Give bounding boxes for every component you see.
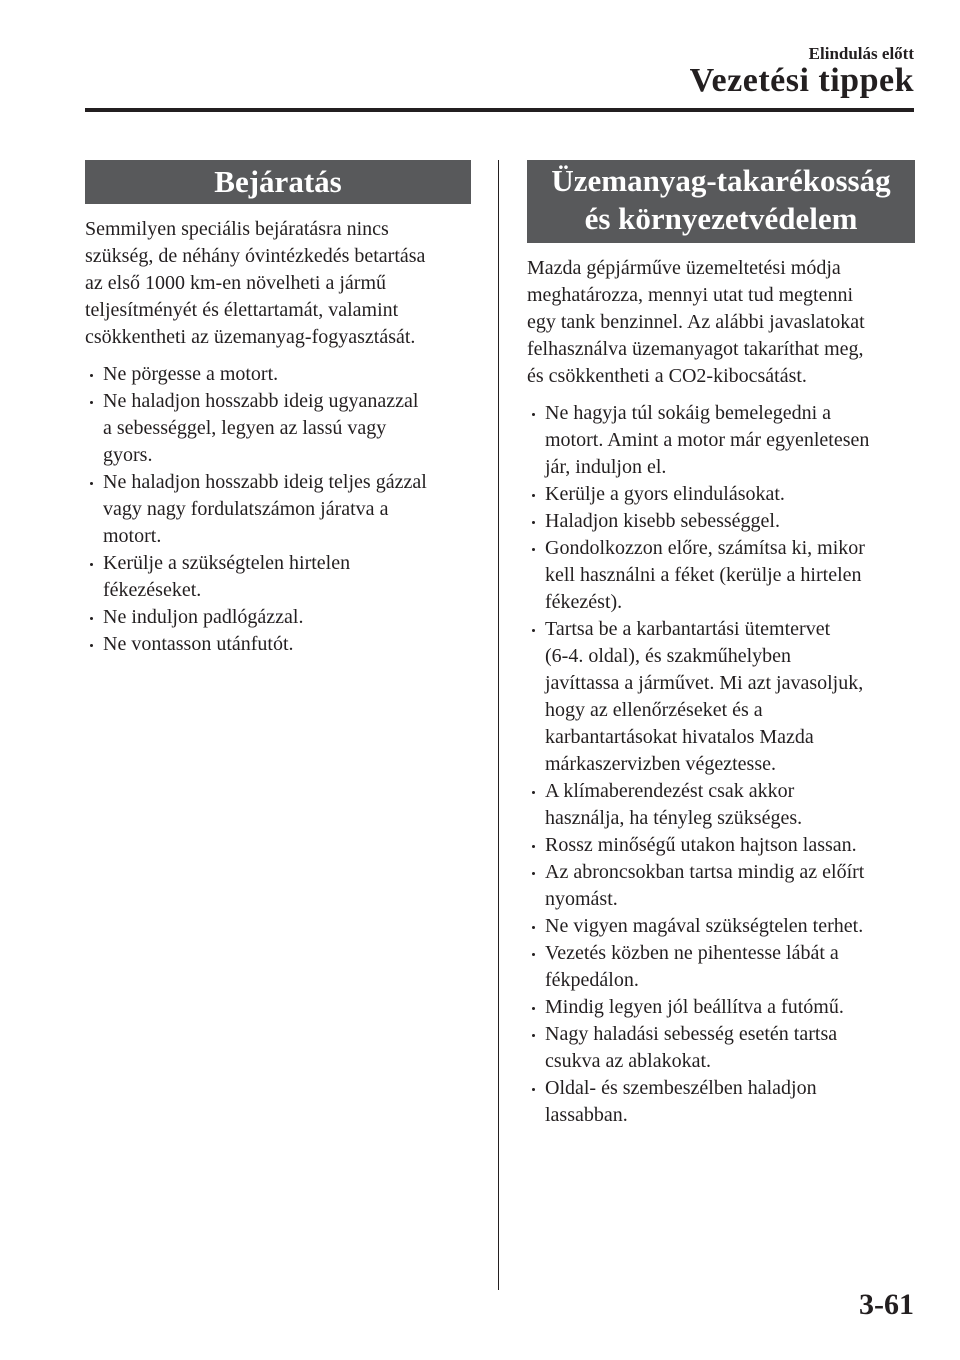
list-item-text: Ne pörgesse a motort. bbox=[103, 363, 279, 385]
list-item-text: Gondolkozzon előre, számítsa ki, mikor kell használni a féket (kerülje a hirtelen fékezést). bbox=[545, 537, 865, 613]
bullet-icon bbox=[532, 872, 535, 875]
fuel-economy-list bbox=[527, 400, 915, 1129]
bullet-icon bbox=[532, 494, 535, 497]
bullet-icon bbox=[532, 629, 535, 632]
list-item bbox=[85, 388, 471, 469]
list-item-text: Az abroncsokban tartsa mindig az előírt nyomást. bbox=[545, 861, 865, 910]
list-item bbox=[85, 469, 471, 550]
breakin-intro: Semmilyen speciális bejáratásra nincs szükség, de néhány óvintézkedés betartása az első 1000 km-en növelheti a jármű teljesítményét és élettartamát, valamint csökkentheti az üzemanyag-fogyasztását. bbox=[85, 218, 426, 348]
list-item-text: Ne induljon padlógázzal. bbox=[103, 606, 304, 628]
bullet-icon bbox=[90, 401, 93, 404]
bullet-icon bbox=[532, 1007, 535, 1010]
breakin-heading: Bejáratás bbox=[85, 160, 471, 204]
list-item-text: Tartsa be a karbantartási ütemtervet (6-4. oldal), és szakműhelyben javíttassa a járművet. Mi azt javasoljuk, hogy az ellenőrzéseket és a karbantartásokat hivatalos Mazda márkaszervizben végeztesse. bbox=[545, 618, 864, 775]
list-item-text: Haladjon kisebb sebességgel. bbox=[545, 510, 780, 532]
bullet-icon bbox=[532, 521, 535, 524]
list-item bbox=[527, 913, 915, 940]
list-item-text: Ne vontasson utánfutót. bbox=[103, 633, 294, 655]
list-item bbox=[527, 859, 915, 913]
bullet-icon bbox=[532, 845, 535, 848]
bullet-icon bbox=[532, 791, 535, 794]
list-item-text: Mindig legyen jól beállítva a futómű. bbox=[545, 996, 844, 1018]
list-item bbox=[85, 631, 471, 658]
list-item bbox=[527, 508, 915, 535]
list-item-text: A klímaberendezést csak akkor használja, ha tényleg szükséges. bbox=[545, 780, 803, 829]
list-item bbox=[527, 1075, 915, 1129]
list-item bbox=[527, 940, 915, 994]
list-item-text: Ne vigyen magával szükségtelen terhet. bbox=[545, 915, 864, 937]
right-column bbox=[527, 160, 915, 1129]
breakin-list bbox=[85, 361, 471, 658]
list-item-text: Ne haladjon hosszabb ideig teljes gázzal vagy nagy fordulatszámon járatva a motort. bbox=[103, 471, 427, 547]
list-item bbox=[527, 778, 915, 832]
column-divider bbox=[498, 160, 499, 1290]
bullet-icon bbox=[90, 482, 93, 485]
list-item bbox=[527, 400, 915, 481]
list-item bbox=[85, 604, 471, 631]
list-item-text: Oldal- és szembeszélben haladjon lassabban. bbox=[545, 1077, 817, 1126]
list-item-text: Ne haladjon hosszabb ideig ugyanazzal a sebességgel, legyen az lassú vagy gyors. bbox=[103, 390, 419, 466]
list-item-text: Ne hagyja túl sokáig bemelegedni a motort. Amint a motor már egyenletesen jár, induljon el. bbox=[545, 402, 870, 478]
section-label: Elindulás előtt bbox=[808, 44, 914, 63]
bullet-icon bbox=[90, 563, 93, 566]
left-column bbox=[85, 160, 471, 658]
bullet-icon bbox=[532, 1088, 535, 1091]
page-number: 3-61 bbox=[859, 1288, 914, 1321]
list-item bbox=[527, 1021, 915, 1075]
bullet-icon bbox=[532, 413, 535, 416]
bullet-icon bbox=[90, 617, 93, 620]
bullet-icon bbox=[90, 644, 93, 647]
list-item bbox=[527, 832, 915, 859]
list-item-text: Nagy haladási sebesség esetén tartsa csukva az ablakokat. bbox=[545, 1023, 838, 1072]
list-item bbox=[527, 616, 915, 778]
bullet-icon bbox=[532, 926, 535, 929]
list-item-text: Kerülje a gyors elindulásokat. bbox=[545, 483, 785, 505]
list-item bbox=[527, 481, 915, 508]
bullet-icon bbox=[90, 374, 93, 377]
bullet-icon bbox=[532, 548, 535, 551]
fuel-economy-heading bbox=[527, 160, 915, 243]
list-item-text: Rossz minőségű utakon hajtson lassan. bbox=[545, 834, 857, 856]
list-item bbox=[527, 535, 915, 616]
bullet-icon bbox=[532, 1034, 535, 1037]
header-rule bbox=[85, 108, 914, 112]
fuel-economy-heading-line2: és környezetvédelem bbox=[584, 201, 858, 236]
page-header-title: Vezetési tippek bbox=[689, 62, 914, 99]
fuel-economy-heading-line1: Üzemanyag-takarékosság bbox=[551, 163, 891, 198]
fuel-economy-intro: Mazda gépjárműve üzemeltetési módja meghatározza, mennyi utat tud megtenni egy tank benzinnel. Az alábbi javaslatokat felhasználva üzemanyagot takaríthat meg, és csökkentheti a CO2-kibocsátást. bbox=[527, 257, 865, 387]
list-item bbox=[85, 361, 471, 388]
list-item bbox=[85, 550, 471, 604]
list-item-text: Vezetés közben ne pihentesse lábát a fékpedálon. bbox=[545, 942, 839, 991]
list-item bbox=[527, 994, 915, 1021]
list-item-text: Kerülje a szükségtelen hirtelen fékezéseket. bbox=[103, 552, 351, 601]
bullet-icon bbox=[532, 953, 535, 956]
